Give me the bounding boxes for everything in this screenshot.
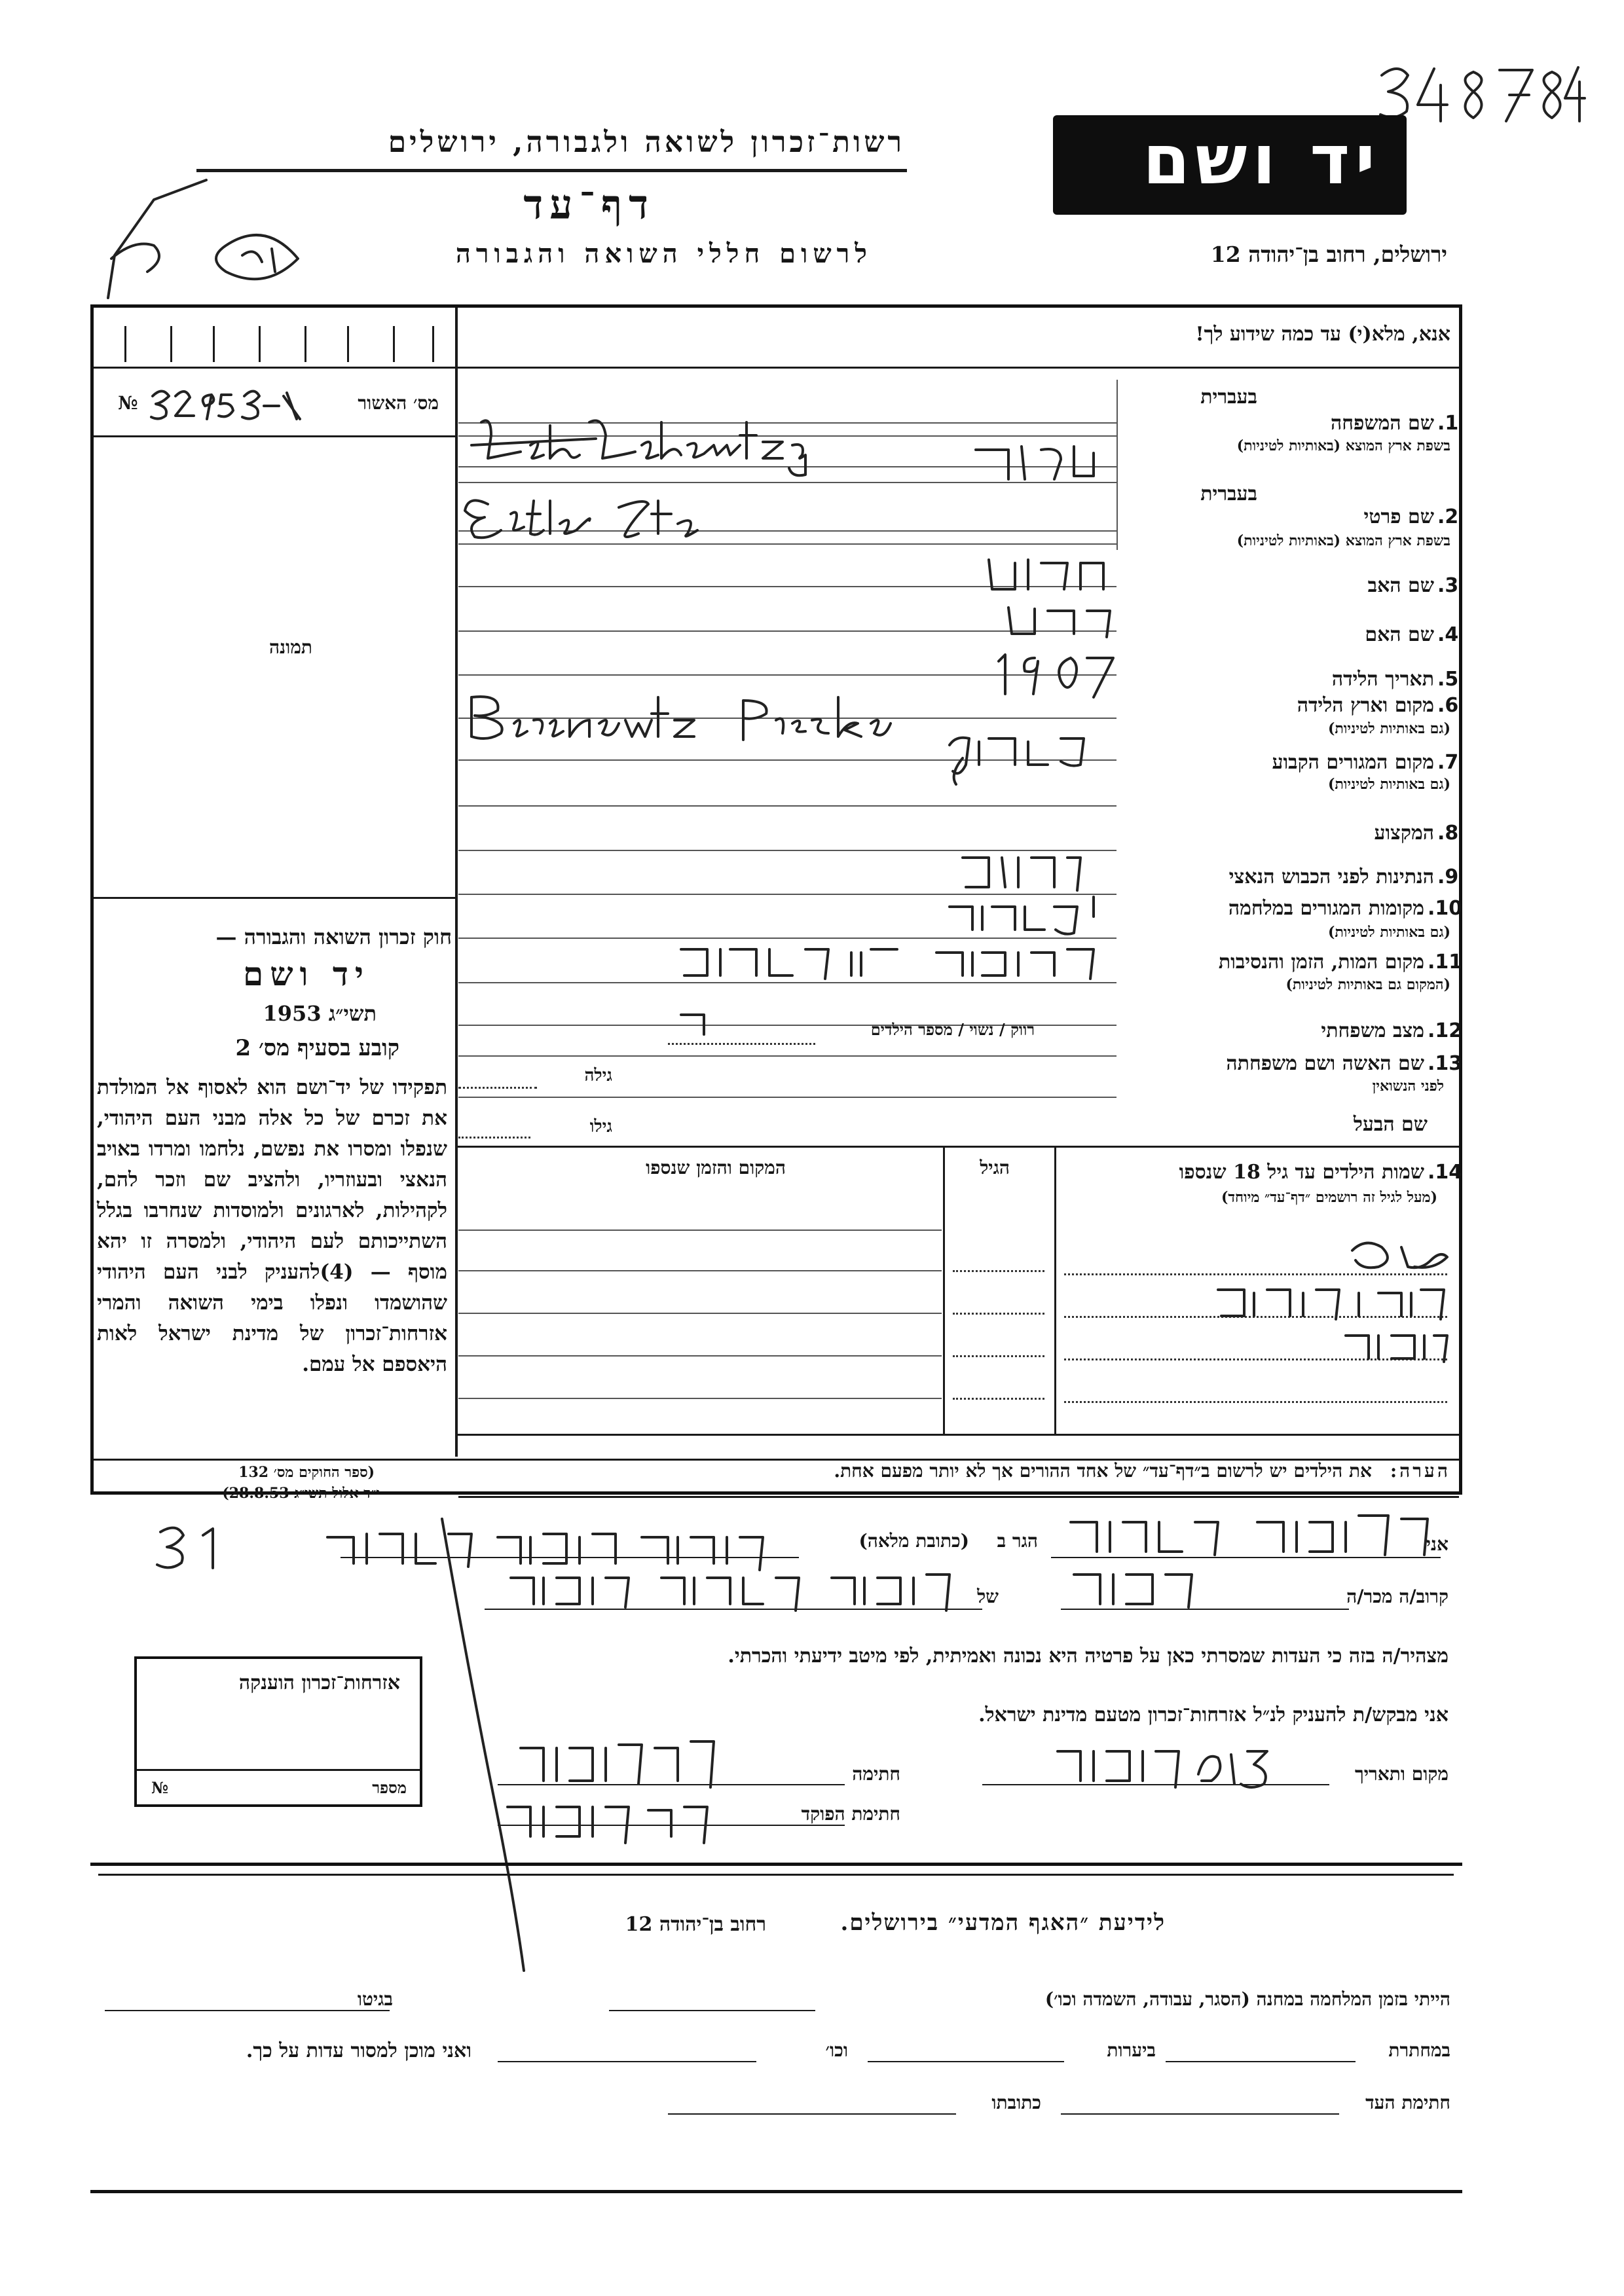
handwritten-birth-year bbox=[989, 648, 1120, 701]
footer-line2-b: ביערות bbox=[1107, 2039, 1156, 2061]
handwritten-child-2 bbox=[1211, 1280, 1447, 1326]
footer-line3-a: חתימת העד bbox=[1365, 2092, 1450, 2113]
hebrew-label-2: בעברית bbox=[1200, 483, 1257, 505]
q10-sub: (גם באותיות לטיניות) bbox=[1327, 924, 1450, 941]
decl-resident-of: הגר ב bbox=[997, 1530, 1038, 1552]
handwritten-death-place bbox=[674, 936, 1100, 989]
footer-line2-c: וכו׳ bbox=[825, 2039, 848, 2061]
law-text: תפקידו של יד־ושם הוא לאסוף אל המולדת את זכרם של כל אלה מבני העם היהודי, שנפלו ומסרו את נפשם, נלחמו ומרדו באויב הנאצי ובעוזריו, ולהציב שם וזכר להם, לקהילות, לארגונים ולמוסדות שנחרבו בגלל השתייכותם לעם היהודי, ולמסרה זו יהא מוסף — (4)להעניק לבני העם היהודי שהושמדו ונפלו בימי השואה והמרי אזרחות־זכרון של מדינת ישראל לאות היאספם אל עמם. bbox=[97, 1076, 447, 1376]
handwritten-relation bbox=[1061, 1561, 1211, 1614]
q7-label: מקום המגורים הקבוע bbox=[1272, 751, 1434, 774]
photo-bottom-line bbox=[94, 897, 455, 899]
handwritten-place-date bbox=[1048, 1735, 1297, 1794]
q2-label: שם פרטי bbox=[1363, 505, 1434, 528]
q13-label: שם האשה ושם משפחתה bbox=[1226, 1052, 1424, 1075]
serial-number bbox=[1375, 56, 1585, 128]
footer-line1-a: הייתי בזמן המלחמה במחנה (הסגר, עבודה, השמדה וכו׳) bbox=[1044, 1988, 1450, 2010]
cert-top-line bbox=[94, 367, 455, 369]
citizenship-box-prefix: № bbox=[151, 1778, 169, 1797]
decl-relative: קרוב/ה מכר/ה bbox=[1346, 1586, 1449, 1607]
q12-label: מצב משפחתי bbox=[1321, 1019, 1424, 1042]
gazette-ref: (ספר החוקים מס׳ 132 bbox=[238, 1464, 375, 1481]
footer-line2-a: במחתרת bbox=[1388, 2039, 1450, 2061]
q7-sub: (גם באותיות לטיניות) bbox=[1327, 776, 1450, 793]
decl-i: אני bbox=[1426, 1533, 1449, 1555]
footer-line3-b: כתובתו bbox=[991, 2092, 1041, 2113]
handwritten-residence bbox=[943, 725, 1100, 791]
handwritten-stamp-topleft bbox=[95, 167, 304, 308]
law-name: יד ושם bbox=[243, 955, 370, 993]
notice-address: רחוב בן־יהודה 12 bbox=[625, 1913, 766, 1936]
authority-title: רשות־זכרון לשואה ולגבורה, ירושלים bbox=[388, 126, 905, 159]
handwritten-child-1 bbox=[1342, 1231, 1454, 1277]
citizenship-box bbox=[134, 1656, 422, 1807]
q5-label: תאריך הלידה bbox=[1331, 668, 1434, 691]
handwritten-birthplace bbox=[462, 684, 946, 750]
cert-number-label: מס׳ האשור bbox=[358, 392, 439, 414]
law-title: חוק זכרון השואה והגבורה — bbox=[215, 924, 452, 949]
hebrew-column-divider bbox=[1116, 380, 1118, 550]
q9-label: הנתינות לפני הכבוש הנאצי bbox=[1228, 866, 1434, 888]
cert-bottom-line bbox=[94, 435, 455, 437]
hebrew-label-1: בעברית bbox=[1200, 386, 1257, 409]
intro-rule bbox=[455, 367, 1459, 369]
q11-label: מקום המות, הזמן והנסיבות bbox=[1218, 951, 1424, 974]
citizenship-box-title: אזרחות־זכרון הוענקה bbox=[238, 1671, 400, 1694]
decl-place-date: מקום ותאריך bbox=[1354, 1763, 1449, 1785]
photo-ticks bbox=[124, 313, 432, 365]
law-year: תשי״ג 1953 bbox=[263, 1001, 377, 1026]
q6-label: מקום וארץ הלידה bbox=[1297, 694, 1434, 717]
q3-label: שם האב bbox=[1367, 574, 1434, 597]
law-section: קובע בסעיף מס׳ 2 bbox=[235, 1035, 399, 1061]
decl-officer-signature: חתימת הפוקד bbox=[801, 1803, 900, 1825]
handwritten-surname-hebrew bbox=[969, 440, 1100, 486]
col-age: הגיל bbox=[980, 1157, 1010, 1178]
q14-label: שמות הילדים עד גיל 18 שנספו bbox=[1179, 1161, 1424, 1184]
footer-line2-d: ואני מוכן למסור עדות על כך. bbox=[246, 2039, 471, 2062]
handwritten-surname-latin bbox=[465, 409, 819, 481]
photo-label: תמונה bbox=[268, 636, 312, 658]
footer-frame bbox=[90, 1863, 1462, 2193]
handwritten-children-count bbox=[674, 1008, 714, 1038]
yad-vashem-logo bbox=[1053, 115, 1407, 215]
cert-number-prefix: № bbox=[118, 392, 138, 414]
decl-signature: חתימה bbox=[852, 1763, 900, 1785]
form-subtitle: לרשום חללי השואה והגבורה bbox=[455, 238, 872, 269]
form-intro: אנא, מלא(י) עד כמה שידוע לך! bbox=[1195, 323, 1450, 346]
declaration-bracket bbox=[458, 1496, 1459, 1498]
address: ירושלים, רחוב בן־יהודה 12 bbox=[1210, 242, 1447, 267]
form-name: דף־עד bbox=[523, 181, 655, 228]
col-place-time: המקום והזמן שנספו bbox=[646, 1157, 786, 1178]
decl-request: אני מבקש/ת להעניק לנ״ל אזרחות־זכרון מטעם מדינת ישראל. bbox=[978, 1704, 1449, 1726]
note-text: את הילדים יש לרשום ב״דף־עד״ של אחד ההורים אך לא יותר מפעם אחת. bbox=[834, 1460, 1372, 1482]
footer-line1-b: בגיטו bbox=[357, 1988, 393, 2010]
left-column-divider bbox=[455, 308, 458, 1457]
cert-number-handwritten bbox=[149, 383, 300, 422]
decl-of: של bbox=[977, 1586, 999, 1607]
q12-options: רווק / נשוי / מספר הילדים bbox=[870, 1020, 1035, 1039]
q2-sub: בשפת ארץ המוצא (באותיות לטיניות) bbox=[1236, 532, 1450, 549]
age-label: גילה bbox=[584, 1066, 612, 1085]
q14-sub: (מעל לגיל זה רושמים ״דף־עד״ מיוחד) bbox=[1221, 1189, 1437, 1206]
husband-label: שם הבעל bbox=[1353, 1113, 1428, 1136]
q11-sub: (המקום גם באותיות לטיניות) bbox=[1285, 976, 1450, 993]
handwritten-child-3 bbox=[1339, 1326, 1450, 1365]
gazette-date: י״ד אלול תשי״ג 28.8.53) bbox=[222, 1485, 380, 1502]
citizenship-box-number: מספר bbox=[372, 1778, 407, 1797]
q1-label: שם המשפחה bbox=[1330, 412, 1434, 435]
handwritten-declarant-name bbox=[1061, 1503, 1434, 1561]
handwritten-officer-signature bbox=[498, 1791, 720, 1850]
handwritten-wartime-residence bbox=[943, 887, 1107, 943]
q10-label: מקומות המגורים במלחמה bbox=[1228, 897, 1424, 920]
q1-sub: בשפת ארץ המוצא (באותיות לטיניות) bbox=[1236, 437, 1450, 454]
q8-label: המקצוע bbox=[1374, 822, 1434, 845]
handwritten-father-name bbox=[982, 553, 1107, 596]
q4-label: שם האם bbox=[1365, 623, 1434, 646]
decl-statement: מצהיר/ה בזה כי העדות שמסרתי כאן על פרטיה היא נכונה ואמיתית, לפי מיטב ידיעתי והכרתי. bbox=[728, 1645, 1449, 1667]
q6-sub: (גם באותיות לטיניות) bbox=[1327, 720, 1450, 737]
handwritten-given-name bbox=[462, 488, 763, 543]
handwritten-signature bbox=[511, 1728, 733, 1794]
notice-title: לידיעת ״האגף המדעי״ בירושלים. bbox=[840, 1910, 1166, 1936]
age2-label: גילו bbox=[589, 1117, 612, 1137]
logo-text: יד ושם bbox=[1143, 120, 1380, 200]
q13-sub: לפני הנשואין bbox=[1372, 1078, 1444, 1095]
handwritten-relative-name bbox=[504, 1561, 956, 1617]
handwritten-mother-name bbox=[1002, 601, 1113, 640]
decl-full-address: (כתובת מלאה) bbox=[858, 1530, 969, 1552]
handwritten-31 bbox=[154, 1522, 232, 1571]
note-label: הערה: bbox=[1390, 1460, 1450, 1482]
